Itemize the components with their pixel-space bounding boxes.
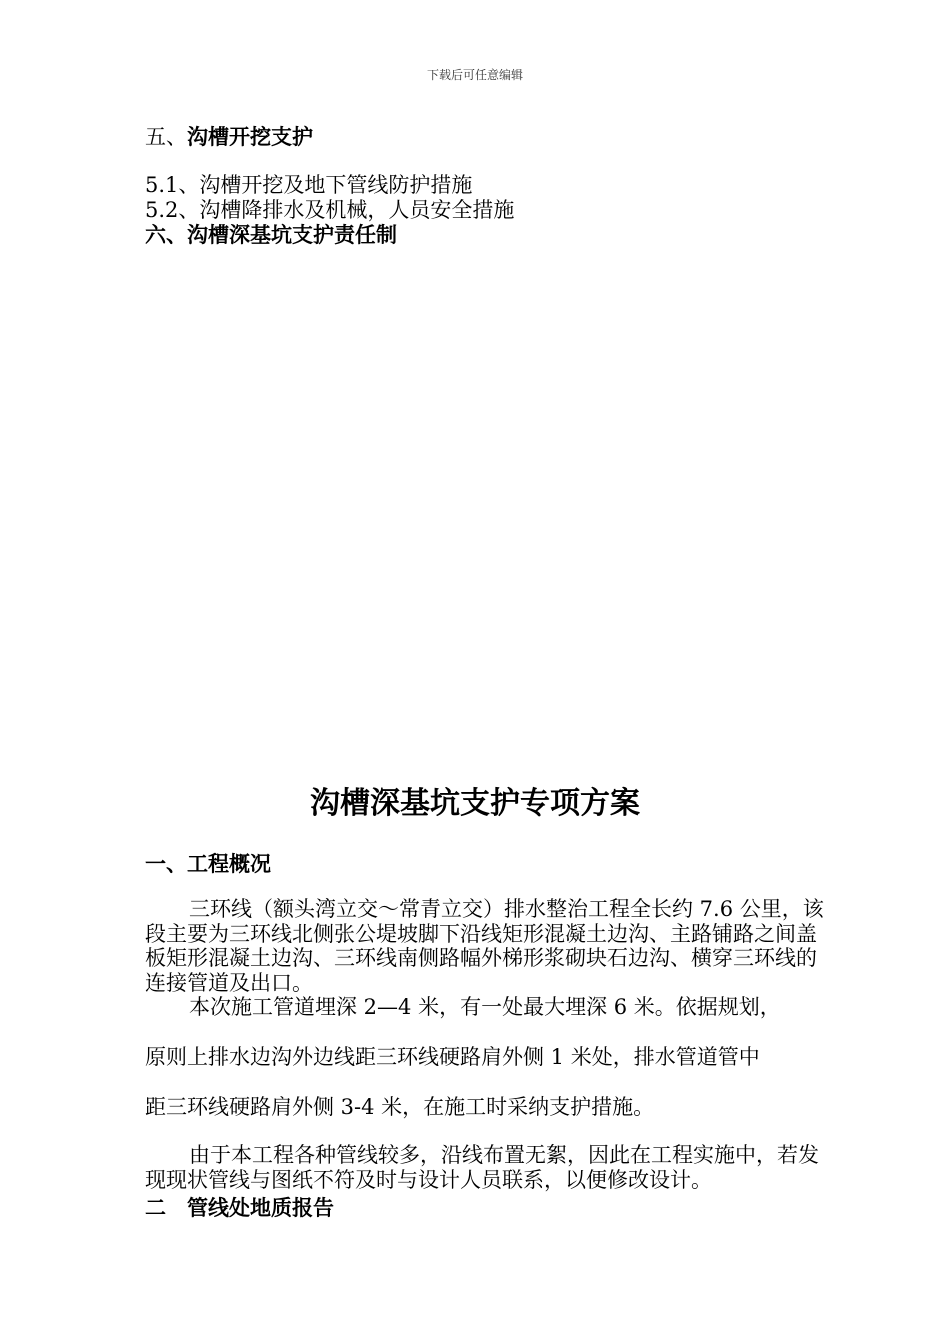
header-note: 下载后可任意编辑 [426,68,523,82]
section-heading-geology: 二 管线处地质报告 [145,1195,334,1220]
toc-item-5-2: 5.2、沟槽降排水及机械，人员安全措施 [145,198,515,222]
toc-section-5-title: 沟槽开挖支护 [187,124,313,149]
overview-paragraph-3: 原则上排水边沟外边线距三环线硬路肩外侧 1 米处，排水管道管中 [145,1045,760,1069]
overview-paragraph-5: 由于本工程各种管线较多，沿线布置无絮，因此在工程实施中，若发现现状管线与图纸不符及时与设计人员联系，以便修改设计。 [145,1143,819,1192]
overview-paragraph-4: 距三环线硬路肩外侧 3-4 米，在施工时采纳支护措施。 [145,1095,655,1119]
section-heading-overview: 一、工程概况 [145,851,271,876]
toc-section-6: 六、沟槽深基坑支护责任制 [145,222,397,247]
toc-section-5-number: 五、 [145,125,187,149]
overview-paragraph-2: 本次施工管道埋深 2—4 米，有一处最大埋深 6 米。依据规划， [189,995,781,1019]
document-title: 沟槽深基坑支护专项方案 [310,786,640,821]
overview-paragraph-1: 三环线（额头湾立交～常青立交）排水整治工程全长约 7.6 公里，该段主要为三环线北侧张公堤坡脚下沿线矩形混凝土边沟、主路铺路之间盖板矩形混凝土边沟、三环线南侧路幅外梯形浆砌块石边沟、横穿三环线的连接管道及出口。 [145,897,824,995]
toc-item-5-1: 5.1、沟槽开挖及地下管线防护措施 [145,173,473,197]
toc-section-5 [145,124,313,150]
